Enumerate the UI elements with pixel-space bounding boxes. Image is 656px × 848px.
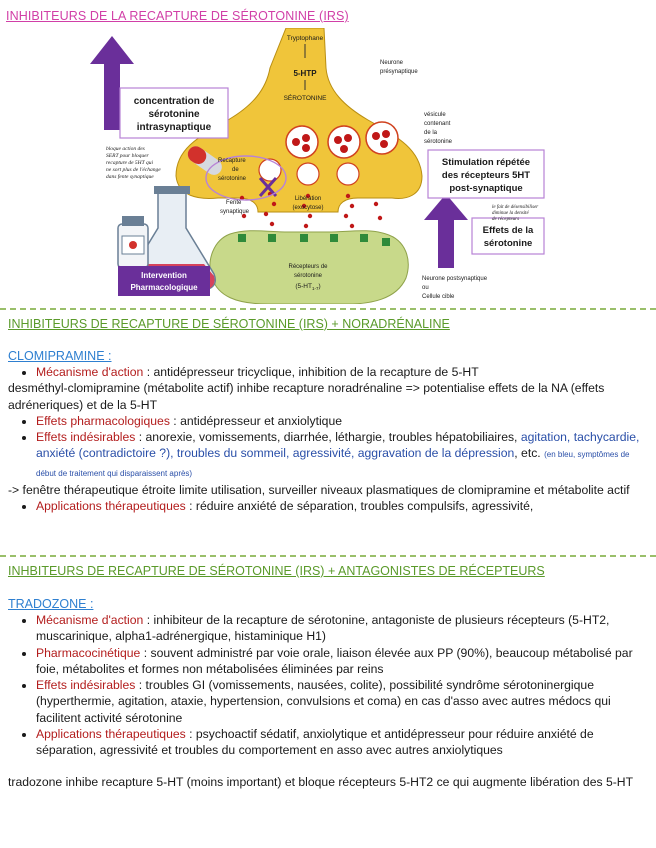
tradozone-note: tradozone inhibe recapture 5-HT (moins important) et bloque récepteurs 5-HT2 ce qui augmente libération des 5-HT bbox=[8, 774, 634, 789]
clomipramine-title: CLOMIPRAMINE : bbox=[8, 349, 112, 363]
svg-text:(5-HT1-7): $(5-HT_{1-7})$ bbox=[295, 283, 321, 291]
svg-text:sérotonine: sérotonine bbox=[483, 238, 533, 249]
svg-text:sérotonine: sérotonine bbox=[148, 109, 200, 120]
tradozone-title: TRADOZONE : bbox=[8, 597, 94, 611]
section-divider bbox=[0, 308, 656, 310]
svg-text:(exocytose): (exocytose) bbox=[292, 205, 324, 211]
svg-text:Libération: Libération bbox=[294, 196, 322, 202]
svg-text:vésicule: vésicule bbox=[424, 112, 446, 118]
section2-heading: INHBITEURS DE RECAPTURE DE SÉROTONINE (IRS) + ANTAGONISTES DE RÉCEPTEURS bbox=[8, 564, 545, 578]
svg-text:concentration de: concentration de bbox=[133, 96, 215, 107]
svg-text:5-HTP: 5-HTP bbox=[293, 69, 317, 78]
up-arrow-icon bbox=[424, 194, 468, 268]
svg-text:post-synaptique: post-synaptique bbox=[449, 183, 523, 194]
list-item: • Mécanisme d'action : inhibiteur de la recapture de sérotonine, antagoniste de plusieurs récepteurs (5-HT2, muscarinique, alpha1-adrénergique, histaminique H1) bbox=[36, 612, 648, 645]
svg-text:Cellule cible: Cellule cible bbox=[422, 294, 455, 300]
svg-text:Pharmacologique: Pharmacologique bbox=[130, 283, 198, 292]
svg-text:Intervention: Intervention bbox=[141, 271, 187, 280]
svg-text:intrasynaptique: intrasynaptique bbox=[136, 122, 212, 133]
svg-text:sérotonine: sérotonine bbox=[293, 273, 323, 279]
svg-text:de: de bbox=[232, 167, 239, 173]
svg-text:diminue la densité: diminue la densité bbox=[492, 211, 529, 216]
clomipramine-content bbox=[8, 364, 648, 515]
svg-text:Tryptophane: Tryptophane bbox=[286, 35, 324, 42]
svg-text:Fente: Fente bbox=[226, 200, 242, 206]
svg-text:dans fente synaptique: dans fente synaptique bbox=[106, 174, 154, 180]
svg-text:le fait de désensibiliser: le fait de désensibiliser bbox=[492, 205, 539, 210]
svg-text:ne sort plus de l'échange: ne sort plus de l'échange bbox=[106, 167, 161, 173]
svg-text:bloque action des: bloque action des bbox=[106, 146, 145, 152]
medicine-bottle-icon bbox=[118, 216, 148, 268]
svg-text:SÉROTONINE: SÉROTONINE bbox=[283, 95, 327, 102]
therapeutic-window-note: -> fenêtre thérapeutique étroite limite utilisation, surveiller niveaux plasmatiques de clomipramine et métabolite actif bbox=[8, 483, 630, 498]
svg-text:synaptique: synaptique bbox=[220, 209, 250, 215]
svg-text:de la: de la bbox=[424, 130, 438, 136]
svg-text:de récepteurs: de récepteurs bbox=[492, 217, 520, 222]
svg-text:Neurone: Neurone bbox=[380, 60, 404, 66]
page-title: INHIBITEURS DE LA RECAPTURE DE SÉROTONINE (IRS) bbox=[6, 9, 349, 23]
svg-text:recapture de 5HT qui: recapture de 5HT qui bbox=[106, 160, 153, 166]
svg-text:Recapture: Recapture bbox=[218, 158, 246, 164]
svg-text:Neurone postsynaptique: Neurone postsynaptique bbox=[422, 276, 488, 282]
svg-text:ou: ou bbox=[422, 285, 429, 291]
svg-text:sérotonine: sérotonine bbox=[218, 176, 247, 182]
svg-text:Stimulation répétée: Stimulation répétée bbox=[441, 157, 531, 168]
svg-text:Récepteurs de: Récepteurs de bbox=[288, 264, 328, 270]
list-item: • Effets indésirables : troubles GI (vomissements, nausées, colite), possibilité syndrôme sérotoninergique (hyperthermie, agitation, ataxie, hypertension, convulsions et coma) en cas d'asso avec autres médocs qui facilitent activité sérotonine bbox=[36, 677, 648, 726]
list-item: • Effets indésirables : anorexie, vomissements, diarrhée, léthargie, troubles hépatobiliaires, agitation, tachycardie, anxiété (contradictoire ?), troubles du sommeil, agressivité, aggravation de la dépression, etc. (en bleu, symptômes de début de traitement qui disparaissent après) bbox=[36, 429, 648, 482]
svg-text:des récepteurs 5HT: des récepteurs 5HT bbox=[441, 170, 531, 181]
list-item: • Effets pharmacologiques : antidépresseur et anxiolytique bbox=[36, 413, 648, 429]
list-item: • Applications thérapeutiques : réduire anxiété de séparation, troubles compulsifs, agressivité, bbox=[36, 498, 648, 514]
list-item: • Applications thérapeutiques : psychoactif sédatif, anxiolytique et antidépresseur pour réduire anxiété de séparation, agressivité et troubles du comportement en asso avec autres anxiolytiques bbox=[36, 726, 648, 759]
synapse-illustration bbox=[8, 28, 556, 304]
svg-text:sérotonine: sérotonine bbox=[424, 139, 453, 145]
mechanism-continuation: desméthyl-clomipramine (métabolite actif) inhibe recapture noradrénaline => potentialise effets de la NA (effets adréneriques) et de la 5-HT bbox=[8, 381, 605, 412]
tradozone-content bbox=[8, 612, 648, 790]
section1-heading: INHIBITEURS DE RECAPTURE DE SÉROTONINE (IRS) + NORADRÉNALINE bbox=[8, 317, 450, 331]
svg-text:Effets de la: Effets de la bbox=[482, 225, 534, 236]
svg-text:présynaptique: présynaptique bbox=[380, 69, 418, 75]
section-divider bbox=[0, 555, 656, 557]
svg-text:contenant: contenant bbox=[424, 121, 451, 127]
svg-text:SERT pour bloquer: SERT pour bloquer bbox=[106, 153, 149, 159]
list-item: • Pharmacocinétique : souvent administré par voie orale, liaison élevée aux PP (90%), beaucoup métabolisé par foie, métabolites et formes non métabolisées éliminées par reins bbox=[36, 645, 648, 678]
list-item: • Mécanisme d'action : antidépresseur tricyclique, inhibition de la recapture de 5-HT bbox=[36, 364, 648, 380]
